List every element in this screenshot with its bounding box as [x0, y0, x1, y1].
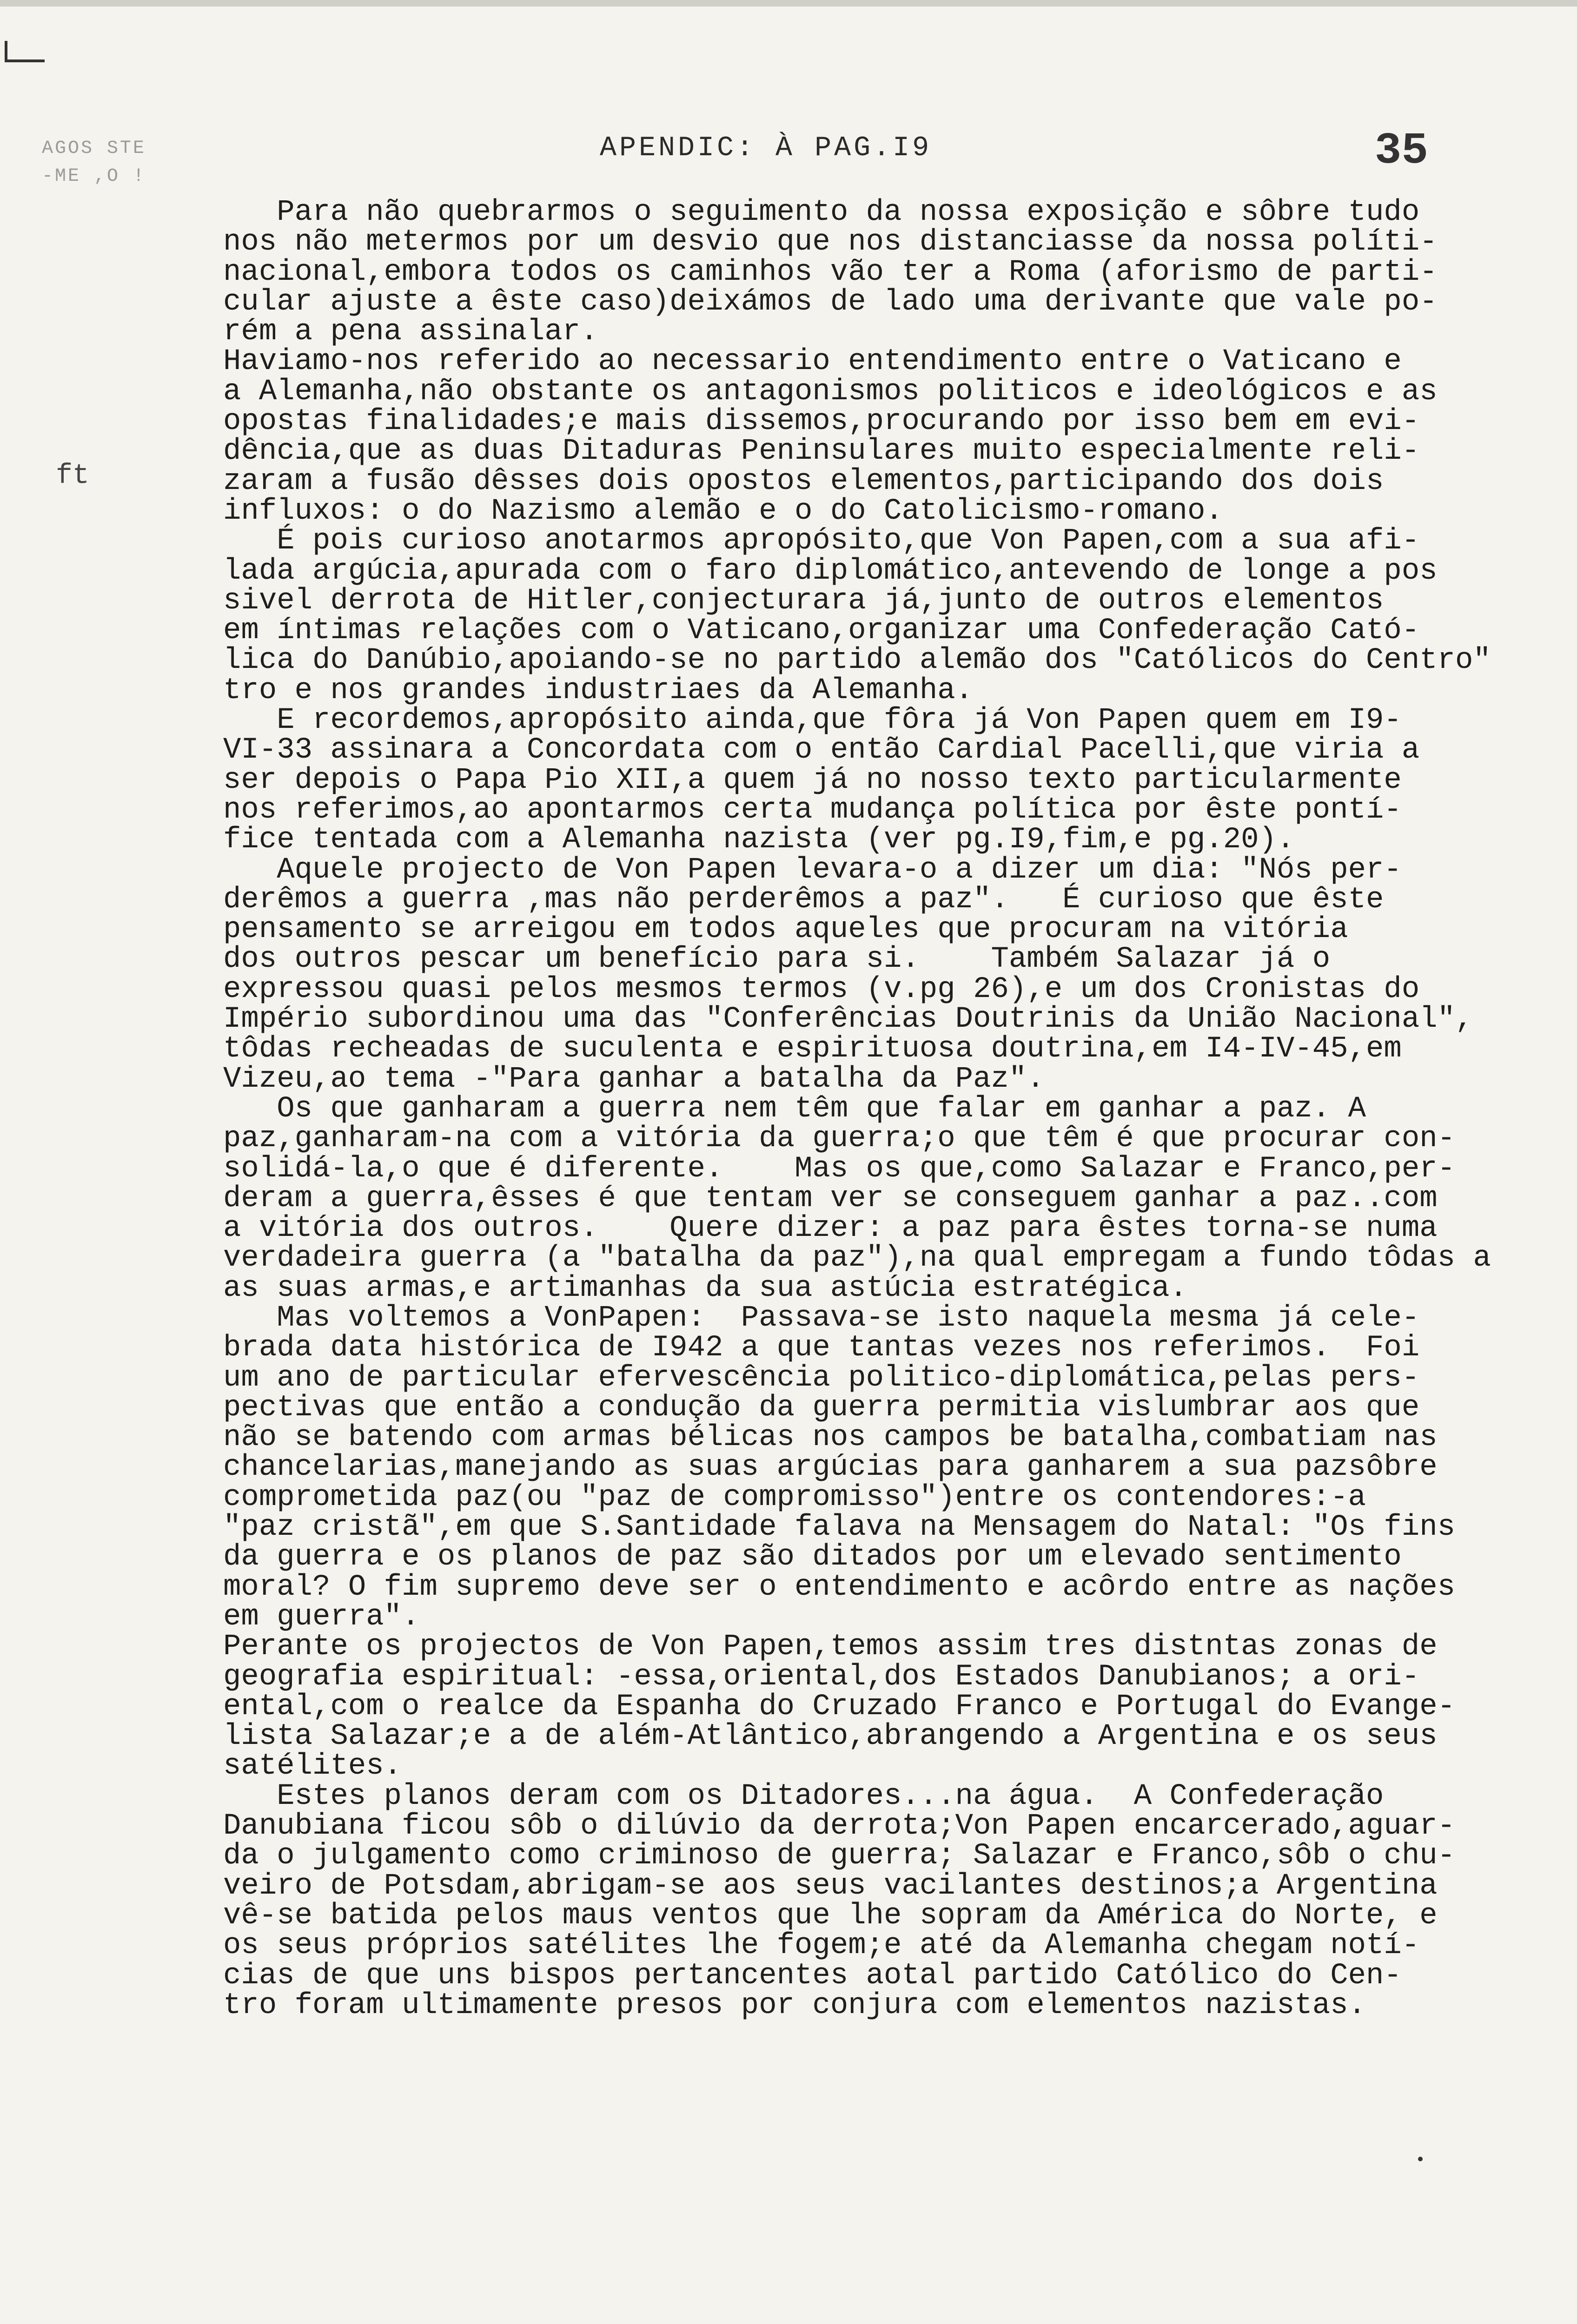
text-line: Haviamo-nos referido ao necessario entendimento entre o Vaticano e: [223, 345, 1402, 379]
text-line: Império subordinou uma das "Conferências Doutrinis da União Nacional",: [223, 1003, 1473, 1037]
text-line: solidá-la,o que é diferente. Mas os que,como Salazar e Franco,per-: [223, 1152, 1456, 1186]
text-line: chancelarias,manejando as suas argúcias para ganharem a sua pazsôbre: [223, 1451, 1438, 1485]
text-line: Os que ganharam a guerra nem têm que falar em ganhar a paz. A: [223, 1092, 1366, 1126]
text-line: VI-33 assinara a Concordata com o então Cardial Pacelli,que viria a: [223, 733, 1420, 767]
text-line: da o julgamento como criminoso de guerra; Salazar e Franco,sôb o chu-: [223, 1839, 1456, 1873]
text-line: vê-se batida pelos maus ventos que lhe sopram da América do Norte, e: [223, 1899, 1438, 1933]
text-line: um ano de particular efervescência politico-diplomática,pelas pers-: [223, 1361, 1420, 1395]
text-line: nacional,embora todos os caminhos vão ter a Roma (aforismo de parti-: [223, 255, 1438, 289]
text-line: E recordemos,apropósito ainda,que fôra já Von Papen quem em I9-: [223, 704, 1402, 738]
page-number: 35: [1374, 125, 1428, 176]
text-line: deram a guerra,êsses é que tentam ver se conseguem ganhar a paz..com: [223, 1182, 1438, 1215]
text-line: pectivas que então a condução da guerra permitia vislumbrar aos que: [223, 1391, 1420, 1425]
text-line: moral? O fim supremo deve ser o entendimento e acôrdo entre as nações: [223, 1570, 1456, 1604]
text-line: em íntimas relações com o Vaticano,organizar uma Confederação Cató-: [223, 614, 1420, 648]
text-line: fice tentada com a Alemanha nazista (ver pg.I9,fim,e pg.20).: [223, 823, 1295, 857]
text-line: Estes planos deram com os Ditadores...na água. A Confederação: [223, 1779, 1384, 1813]
corner-mark: [5, 41, 45, 62]
text-line: sivel derrota de Hitler,conjecturara já,junto de outros elementos: [223, 584, 1384, 618]
text-line: Vizeu,ao tema -"Para ganhar a batalha da Paz".: [223, 1062, 1045, 1096]
text-line: nos referimos,ao apontarmos certa mudança política por êste pontí-: [223, 793, 1402, 827]
text-line: em guerra".: [223, 1600, 420, 1634]
text-line: zaram a fusão dêsses dois opostos elementos,participando dos dois: [223, 464, 1384, 498]
text-line: Perante os projectos de Von Papen,temos assim tres distntas zonas de: [223, 1630, 1438, 1664]
text-line: os seus próprios satélites lhe fogem;e até da Alemanha chegam notí-: [223, 1929, 1420, 1963]
text-line: não se batendo com armas bélicas nos campos be batalha,combatiam nas: [223, 1421, 1438, 1455]
text-line: Aquele projecto de Von Papen levara-o a dizer um dia: "Nós per-: [223, 853, 1402, 887]
text-line: nos não metermos por um desvio que nos distanciasse da nossa políti-: [223, 225, 1438, 259]
text-line: a Alemanha,não obstante os antagonismos politicos e ideológicos e as: [223, 375, 1438, 409]
text-line: lica do Danúbio,apoiando-se no partido alemão dos "Católicos do Centro": [223, 644, 1491, 678]
text-line: Mas voltemos a VonPapen: Passava-se isto naquela mesma já cele-: [223, 1301, 1420, 1335]
text-line: É pois curioso anotarmos apropósito,que Von Papen,com a sua afi-: [223, 524, 1420, 558]
text-line: cular ajuste a êste caso)deixámos de lado uma derivante que vale po-: [223, 285, 1438, 319]
text-line: ser depois o Papa Pio XII,a quem já no nosso texto particularmente: [223, 763, 1402, 797]
text-line: tro foram ultimamente presos por conjura com elementos nazistas.: [223, 1988, 1366, 2022]
text-line: lada argúcia,apurada com o faro diplomático,antevendo de longe a pos: [223, 554, 1438, 588]
text-line: "paz cristã",em que S.Santidade falava na Mensagem do Natal: "Os fins: [223, 1511, 1456, 1545]
text-line: verdadeira guerra (a "batalha da paz"),na qual empregam a fundo tôdas a: [223, 1241, 1491, 1275]
text-line: opostas finalidades;e mais dissemos,procurando por isso bem em evi-: [223, 405, 1420, 439]
text-line: Danubiana ficou sôb o dilúvio da derrota;Von Papen encarcerado,aguar-: [223, 1809, 1456, 1843]
page-top-edge: [0, 0, 1577, 7]
text-line: cias de que uns bispos pertancentes aotal partido Católico do Cen-: [223, 1959, 1402, 1993]
text-line: geografia espiritual: -essa,oriental,dos Estados Danubianos; a ori-: [223, 1660, 1420, 1694]
text-line: a vitória dos outros. Quere dizer: a paz para êstes torna-se numa: [223, 1212, 1438, 1246]
text-line: satélites.: [223, 1750, 402, 1783]
text-line: Para não quebrarmos o seguimento da nossa exposição e sôbre tudo: [223, 196, 1420, 229]
text-line: pensamento se arreigou em todos aqueles que procuram na vitória: [223, 913, 1348, 947]
faint-stamp: AGOS STE -ME ,O !: [42, 138, 146, 187]
text-line: paz,ganharam-na com a vitória da guerra;o que têm é que procurar con-: [223, 1122, 1456, 1156]
text-line: tro e nos grandes industriaes da Alemanha.: [223, 673, 974, 707]
text-line: brada data histórica de I942 a que tantas vezes nos referimos. Foi: [223, 1331, 1420, 1365]
text-line: dos outros pescar um benefício para si. Também Salazar já o: [223, 943, 1331, 977]
text-line: dência,que as duas Ditaduras Peninsulares muito especialmente reli-: [223, 435, 1420, 469]
text-line: tôdas recheadas de suculenta e espirituosa doutrina,em I4-IV-45,em: [223, 1032, 1402, 1066]
scan-speck: [1418, 2157, 1423, 2161]
text-line: expressou quasi pelos mesmos termos (v.pg 26),e um dos Cronistas do: [223, 972, 1420, 1006]
text-line: influxos: o do Nazismo alemão e o do Catolicismo-romano.: [223, 494, 1223, 528]
page-header-title: APENDIC: À PAG.I9: [600, 132, 932, 164]
text-line: rém a pena assinalar.: [223, 315, 598, 349]
text-line: lista Salazar;e a de além-Atlântico,abrangendo a Argentina e os seus: [223, 1720, 1438, 1754]
text-line: as suas armas,e artimanhas da sua astúcia estratégica.: [223, 1271, 1187, 1305]
text-line: veiro de Potsdam,abrigam-se aos seus vacilantes destinos;a Argentina: [223, 1869, 1438, 1903]
text-line: comprometida paz(ou "paz de compromisso")entre os contendores:-a: [223, 1480, 1366, 1514]
margin-mark: ft: [56, 460, 90, 492]
text-line: da guerra e os planos de paz são ditados por um elevado sentimento: [223, 1540, 1402, 1574]
document-body: [223, 196, 1491, 2022]
text-line: ental,com o realce da Espanha do Cruzado Franco e Portugal do Evange-: [223, 1690, 1456, 1723]
text-line: derêmos a guerra ,mas não perderêmos a paz". É curioso que êste: [223, 883, 1384, 917]
